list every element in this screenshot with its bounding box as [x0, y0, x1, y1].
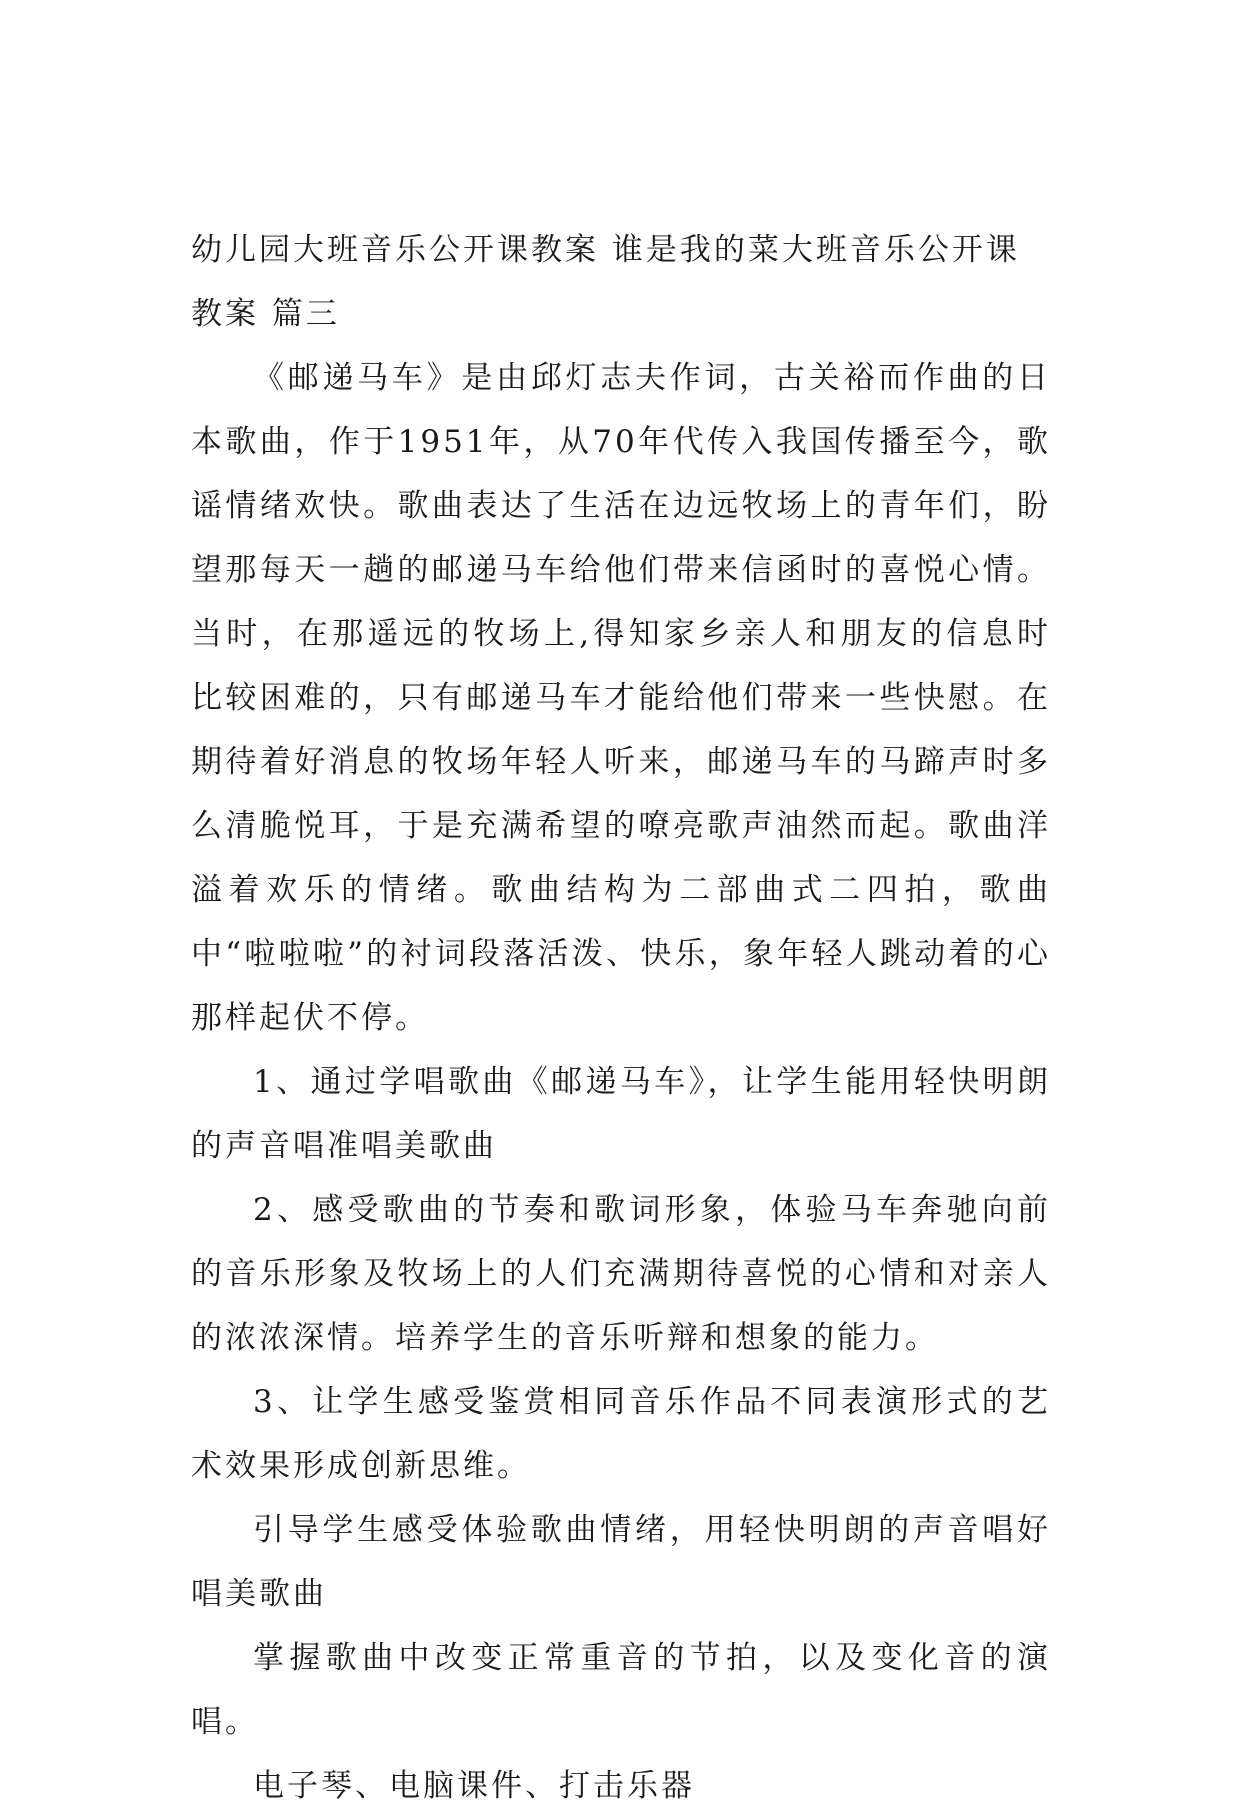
difficulty-paragraph: 掌握歌曲中改变正常重音的节拍，以及变化音的演唱。	[191, 1640, 1051, 1740]
key-point-paragraph: 引导学生感受体验歌曲情绪，用轻快明朗的声音唱好唱美歌曲	[191, 1512, 1051, 1612]
document-title: 幼儿园大班音乐公开课教案 谁是我的菜大班音乐公开课教案 篇三	[191, 232, 1020, 332]
objective-3-paragraph: 3、让学生感受鉴赏相同音乐作品不同表演形式的艺术效果形成创新思维。	[191, 1384, 1051, 1484]
document-body	[191, 218, 1051, 1818]
materials-paragraph: 电子琴、电脑课件、打击乐器	[253, 1768, 695, 1804]
objective-1-paragraph: 1、通过学唱歌曲《邮递马车》，让学生能用轻快明朗的声音唱准唱美歌曲	[191, 1064, 1051, 1164]
intro-paragraph: 《邮递马车》是由邱灯志夫作词，古关裕而作曲的日本歌曲，作于1951年，从70年代传入我国传播至今，歌谣情绪欢快。歌曲表达了生活在边远牧场上的青年们，盼望那每天一趟的邮递马车给他们带来信函时的喜悦心情。当时，在那遥远的牧场上,得知家乡亲人和朋友的信息时比较困难的，只有邮递马车才能给他们带来一些快慰。在期待着好消息的牧场年轻人听来，邮递马车的马蹄声时多么清脆悦耳，于是充满希望的嘹亮歌声油然而起。歌曲洋溢着欢乐的情绪。歌曲结构为二部曲式二四拍，歌曲中“啦啦啦”的衬词段落活泼、快乐，象年轻人跳动着的心那样起伏不停。	[191, 360, 1051, 1036]
objective-2-paragraph: 2、感受歌曲的节奏和歌词形象，体验马车奔驰向前的音乐形象及牧场上的人们充满期待喜悦的心情和对亲人的浓浓深情。培养学生的音乐听辩和想象的能力。	[191, 1192, 1051, 1356]
